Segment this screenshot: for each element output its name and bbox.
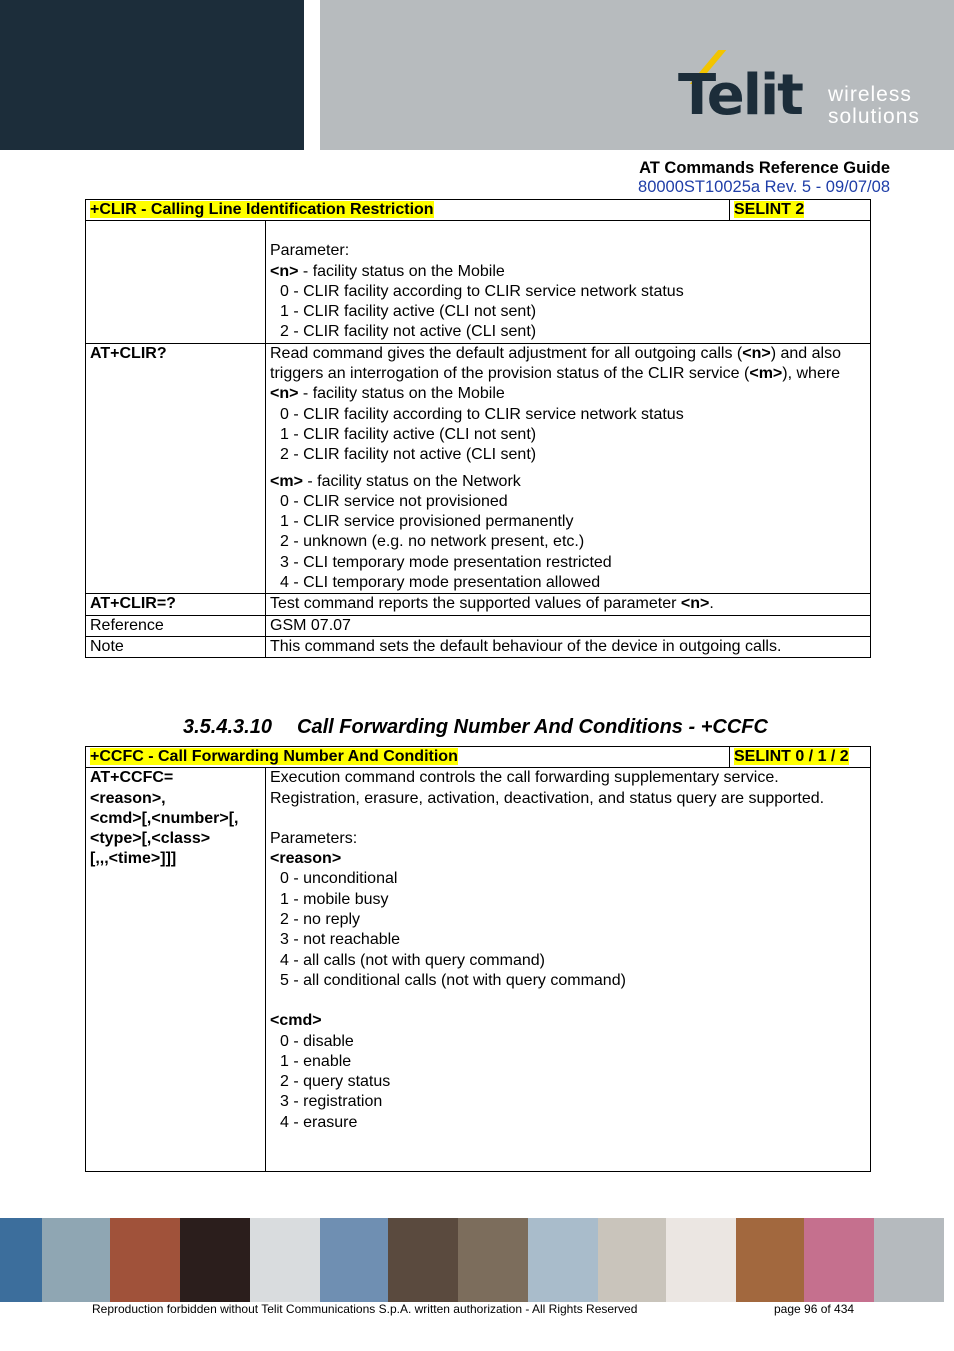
list-item: 4 - all calls (not with query command) <box>280 951 545 969</box>
list-item: 0 - unconditional <box>280 870 398 888</box>
list-item: 3 - registration <box>280 1093 383 1111</box>
ccfc-exec-row: AT+CCFC= <reason>, <cmd>[,<number>[, <type>[,<class> [,,,<time>]]] Execution command controls the call forwarding supplementary service. Registration, erasure, activation, deactivation, and status query are supported. Parameters: <reason> 0 - unconditional 1 - mobile busy 2 - no reply 3 - not reachable 4 - all calls (not with query command) 5 - all conditional calls (not with query command) <cmd> 0 - disable 1 - enable 2 - query status 3 - registration 4 - erasure <box>86 768 871 1172</box>
clir-header-row <box>86 200 871 221</box>
exec-description: Execution command controls the call forwarding supplementary service. Registration, erasure, activation, deactivation, and status query are supported. <box>270 769 825 807</box>
clir-table <box>85 199 871 658</box>
list-item: 3 - CLI temporary mode presentation restricted <box>280 553 612 571</box>
clir-note-row: Note This command sets the default behaviour of the device in outgoing calls. <box>86 636 871 657</box>
param-label: Parameter: <box>270 242 350 260</box>
clir-set-row: Parameter: <n> - facility status on the Mobile 0 - CLIR facility according to CLIR service network status 1 - CLIR facility active (CLI not sent) 2 - CLIR facility not active (CLI sent) <box>86 221 871 343</box>
guide-title: AT Commands Reference Guide <box>639 159 890 177</box>
read-description: Read command gives the default adjustment for all outgoing calls (<n>) and also triggers an interrogation of the provision status of the CLIR service (<m>), where <box>270 344 841 383</box>
telit-logo <box>678 48 928 132</box>
ccfc-table <box>85 746 871 1172</box>
list-item: 2 - query status <box>280 1073 391 1091</box>
page-number: page 96 of 434 <box>774 1302 855 1316</box>
photo-tile <box>736 1218 804 1302</box>
list-item: 0 - CLIR facility according to CLIR service network status <box>280 282 684 300</box>
photo-tile <box>388 1218 458 1302</box>
list-item: 2 - CLIR facility not active (CLI sent) <box>280 323 537 341</box>
clir-title: +CLIR - Calling Line Identification Restriction <box>90 201 434 218</box>
list-item: 2 - no reply <box>280 911 361 929</box>
list-item: 3 - not reachable <box>280 931 401 949</box>
photo-tile <box>180 1218 250 1302</box>
photo-tile <box>804 1218 874 1302</box>
list-item: 4 - CLI temporary mode presentation allowed <box>280 574 601 592</box>
list-item: 1 - enable <box>280 1052 352 1070</box>
footer-photo-strip <box>0 1218 954 1302</box>
command-name: AT+CLIR? <box>90 344 167 362</box>
photo-tile <box>528 1218 598 1302</box>
list-item: 5 - all conditional calls (not with query command) <box>280 971 626 989</box>
section-title: Call Forwarding Number And Conditions - +CCFC <box>297 716 768 738</box>
list-item: 2 - CLIR facility not active (CLI sent) <box>280 446 537 464</box>
photo-tile <box>42 1218 110 1302</box>
list-item: 2 - unknown (e.g. no network present, etc.) <box>280 533 585 551</box>
copyright-notice: Reproduction forbidden without Telit Communications S.p.A. written authorization - All Rights Reserved <box>92 1302 638 1316</box>
photo-tile <box>320 1218 388 1302</box>
list-item: 1 - mobile busy <box>280 890 389 908</box>
photo-tile <box>598 1218 666 1302</box>
list-item: 1 - CLIR service provisioned permanently <box>280 513 574 531</box>
guide-revision: 80000ST10025a Rev. 5 - 09/07/08 <box>638 178 890 196</box>
logo-tagline: wireless solutions <box>828 83 920 128</box>
command-syntax: AT+CCFC= <reason>, <cmd>[,<number>[, <type>[,<class> [,,,<time>]]] <box>86 768 266 1172</box>
photo-tile <box>874 1218 944 1302</box>
command-name: AT+CLIR=? <box>90 595 176 613</box>
list-item: 1 - CLIR facility active (CLI not sent) <box>280 303 537 321</box>
logo-wordmark: Telit <box>678 63 802 128</box>
list-item: 1 - CLIR facility active (CLI not sent) <box>280 425 537 443</box>
section-number: 3.5.4.3.10 <box>183 716 272 738</box>
clir-test-row: AT+CLIR=? Test command reports the supported values of parameter <n>. <box>86 594 871 615</box>
photo-tile <box>250 1218 320 1302</box>
photo-tile <box>458 1218 528 1302</box>
photo-tile <box>666 1218 736 1302</box>
list-item: 0 - disable <box>280 1032 354 1050</box>
photo-tile <box>110 1218 180 1302</box>
ccfc-header-row <box>86 747 871 768</box>
header-dark-panel <box>0 0 304 150</box>
photo-tile <box>0 1218 42 1302</box>
list-item: 0 - CLIR facility according to CLIR service network status <box>280 405 684 423</box>
clir-reference-row: Reference GSM 07.07 <box>86 615 871 636</box>
clir-read-row: AT+CLIR? Read command gives the default adjustment for all outgoing calls (<n>) and also triggers an interrogation of the provision status of the CLIR service (<m>), where <n> - facility status on the Mobile 0 - CLIR facility according to CLIR service network status 1 - CLIR facility active (CLI not sent) 2 - CLIR facility not active (CLI sent) <m> - facility status on the Network 0 - CLIR service not provisioned 1 - CLIR service provisioned permanently 2 - unknown (e.g. no network present, etc.) 3 - CLI temporary mode presentation restricted 4 - CLI temporary mode presentation allowed <box>86 343 871 594</box>
list-item: 4 - erasure <box>280 1113 358 1131</box>
ccfc-title: +CCFC - Call Forwarding Number And Condition <box>90 748 458 765</box>
clir-selint: SELINT 2 <box>734 201 805 218</box>
section-heading <box>183 716 768 739</box>
ccfc-selint: SELINT 0 / 1 / 2 <box>734 748 849 765</box>
list-item: 0 - CLIR service not provisioned <box>280 492 508 510</box>
